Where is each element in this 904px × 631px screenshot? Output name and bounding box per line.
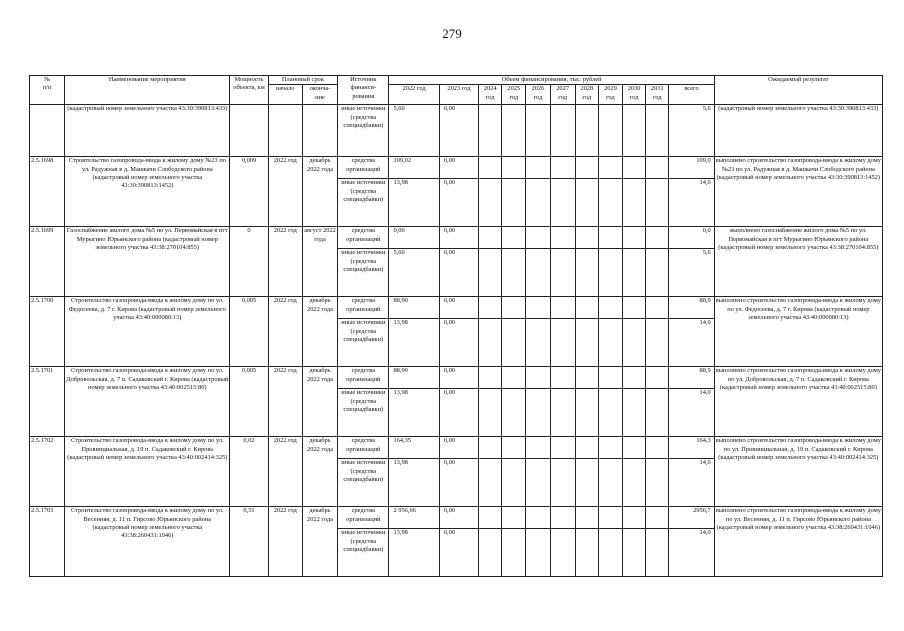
row-num: 2.5.1701 — [30, 367, 65, 437]
empty-year-cell — [502, 529, 526, 577]
empty-year-cell — [598, 367, 622, 389]
page-number: 279 — [442, 26, 462, 41]
table-row — [30, 437, 883, 459]
row-b-2023: 0,00 — [439, 249, 478, 297]
row-start: 2022 год — [268, 367, 302, 437]
header-year-2022: 2022 год — [389, 85, 439, 105]
empty-year-cell — [550, 179, 575, 227]
row-capacity: 0 — [230, 227, 268, 297]
empty-year-cell — [646, 529, 669, 577]
empty-year-cell — [575, 297, 598, 319]
row-source-other: иные источники (средства спецнадбавки) — [338, 319, 389, 367]
row-b-total: 14,0 — [669, 319, 714, 367]
empty-year-cell — [526, 459, 550, 507]
empty-year-cell — [502, 389, 526, 437]
cont-name: (кадастровый номер земельного участка 43:30:390813:433) — [65, 105, 230, 157]
empty-year-cell — [479, 319, 502, 367]
empty-year-cell — [526, 319, 550, 367]
empty-year-cell — [646, 367, 669, 389]
empty-year-cell — [646, 249, 669, 297]
empty-year-cell — [550, 297, 575, 319]
row-a-2023: 0,00 — [439, 157, 478, 179]
header-year-2028: 2028 год — [575, 85, 598, 105]
row-a-total: 88,9 — [669, 297, 714, 319]
table-row — [30, 297, 883, 319]
row-b-2023: 0,00 — [439, 529, 478, 577]
empty-year-cell — [479, 437, 502, 459]
empty-year-cell — [646, 437, 669, 459]
empty-year-cell — [479, 367, 502, 389]
empty-year-cell — [598, 157, 622, 179]
row-b-2022: 13,98 — [389, 389, 439, 437]
row-source-organizations: средства организаций — [338, 157, 389, 179]
empty-year-cell — [575, 529, 598, 577]
row-end: декабрь 2022 года — [302, 507, 337, 577]
row-a-2022: 0,00 — [389, 227, 439, 249]
row-b-2023: 0,00 — [439, 319, 478, 367]
empty-year-cell — [502, 179, 526, 227]
empty-year-cell — [598, 179, 622, 227]
row-a-total: 0,0 — [669, 227, 714, 249]
row-start: 2022 год — [268, 507, 302, 577]
empty-year-cell — [623, 529, 646, 577]
empty-year-cell — [623, 389, 646, 437]
empty-year-cell — [623, 179, 646, 227]
empty-year-cell — [575, 459, 598, 507]
cont-num — [30, 105, 65, 157]
header-capacity: Мощность объекта, км — [230, 76, 268, 105]
header-year-2023: 2023 год — [439, 85, 478, 105]
header-plan-term: Плановый срок — [268, 76, 337, 85]
row-capacity: 0,009 — [230, 157, 268, 227]
row-b-2022: 13,98 — [389, 179, 439, 227]
empty-year-cell — [479, 389, 502, 437]
funding-table — [29, 75, 883, 577]
empty-year-cell — [526, 367, 550, 389]
empty-year-cell — [526, 507, 550, 529]
row-result: выполнено строительство газопровода-ввода к жилому дому по ул. Федосеева, д. 7 г. Кирова (кадастровый номер земельного участка 43:40:000080:13) — [714, 297, 882, 367]
row-b-2023: 0,00 — [439, 179, 478, 227]
empty-year-cell — [623, 319, 646, 367]
row-source-organizations: средства организаций — [338, 297, 389, 319]
empty-year-cell — [502, 157, 526, 179]
empty-year-cell — [502, 459, 526, 507]
row-a-2023: 0,00 — [439, 507, 478, 529]
row-b-total: 5,6 — [669, 249, 714, 297]
header-year-2029: 2029 год — [598, 85, 622, 105]
row-num: 2.5.1698 — [30, 157, 65, 227]
empty-year-cell — [526, 157, 550, 179]
row-start: 2022 год — [268, 437, 302, 507]
empty-year-cell — [575, 157, 598, 179]
row-source-organizations: средства организаций — [338, 507, 389, 529]
empty-year-cell — [598, 227, 622, 249]
empty-year-cell — [646, 459, 669, 507]
empty-year-cell — [550, 389, 575, 437]
empty-year-cell — [526, 249, 550, 297]
row-a-total: 2956,7 — [669, 507, 714, 529]
empty-year-cell — [575, 227, 598, 249]
empty-year-cell — [502, 437, 526, 459]
empty-year-cell — [623, 367, 646, 389]
empty-year-cell — [550, 249, 575, 297]
row-result: выполнено газоснабжение жилого дома №5 по ул. Первомайская в пгт Мурыгино Юрьянского района (кадастровый номер земельного участка 43:38:270104:855) — [714, 227, 882, 297]
empty-year-cell — [550, 507, 575, 529]
row-a-2023: 0,00 — [439, 437, 478, 459]
row-b-total: 14,0 — [669, 529, 714, 577]
empty-year-cell — [575, 389, 598, 437]
header-funding: Объем финансирования, тыс. рублей — [389, 76, 714, 85]
empty-year-cell — [623, 249, 646, 297]
empty-year-cell — [526, 437, 550, 459]
empty-year-cell — [598, 249, 622, 297]
row-source-other: иные источники (средства спецнадбавки) — [338, 179, 389, 227]
row-end: декабрь 2022 года — [302, 157, 337, 227]
header-num: № п/п — [30, 76, 65, 105]
row-a-2022: 164,35 — [389, 437, 439, 459]
empty-year-cell — [526, 227, 550, 249]
empty-year-cell — [598, 529, 622, 577]
header-end: оконча- ние — [302, 85, 337, 105]
row-b-2022: 5,60 — [389, 249, 439, 297]
empty-year-cell — [526, 389, 550, 437]
row-num: 2.5.1700 — [30, 297, 65, 367]
row-a-2023: 0,00 — [439, 367, 478, 389]
empty-year-cell — [575, 437, 598, 459]
empty-year-cell — [598, 507, 622, 529]
empty-year-cell — [550, 157, 575, 179]
empty-year-cell — [502, 367, 526, 389]
table-row-continued — [30, 105, 883, 157]
row-end: декабрь 2022 года — [302, 297, 337, 367]
row-b-2023: 0,00 — [439, 389, 478, 437]
empty-year-cell — [623, 507, 646, 529]
empty-year-cell — [479, 249, 502, 297]
table-row — [30, 367, 883, 389]
empty-year-cell — [479, 297, 502, 319]
row-b-2022: 13,98 — [389, 459, 439, 507]
empty-year-cell — [479, 179, 502, 227]
row-a-2023: 0,00 — [439, 227, 478, 249]
row-end: декабрь 2022 года — [302, 367, 337, 437]
cont-source: иные источники (средства спецнадбавки) — [338, 105, 389, 157]
row-b-2022: 13,98 — [389, 529, 439, 577]
header-year-2027: 2027 год — [550, 85, 575, 105]
empty-year-cell — [575, 319, 598, 367]
row-a-total: 164,3 — [669, 437, 714, 459]
header-result: Ожидаемый результат — [714, 76, 882, 105]
row-a-2022: 88,90 — [389, 367, 439, 389]
row-result: выполнено строительство газопровода-ввода к жилому дому №23 по ул. Радужная в д. Машкачи Слободского района (кадастровый номер земельного участка 43:30:390813:1452) — [714, 157, 882, 227]
row-b-total: 14,0 — [669, 459, 714, 507]
row-result: выполнено строительство газопровода-ввода к жилому дому по ул. Добровольская, д. 7 п. Садаковский г. Кирова (кадастровый номер земельного участка 43:40:002515:80) — [714, 367, 882, 437]
empty-year-cell — [479, 529, 502, 577]
row-num: 2.5.1699 — [30, 227, 65, 297]
empty-year-cell — [575, 507, 598, 529]
empty-year-cell — [479, 507, 502, 529]
row-start: 2022 год — [268, 297, 302, 367]
cont-2022: 5,60 — [389, 105, 439, 157]
empty-year-cell — [502, 319, 526, 367]
header-total: всего — [669, 85, 714, 105]
row-capacity: 0,51 — [230, 507, 268, 577]
empty-year-cell — [479, 157, 502, 179]
header-source: Источник финанси- рования — [338, 76, 389, 105]
empty-year-cell — [575, 249, 598, 297]
empty-year-cell — [623, 157, 646, 179]
empty-year-cell — [550, 227, 575, 249]
row-num: 2.5.1703 — [30, 507, 65, 577]
row-name: Строительство газопровода-ввода к жилому дому по ул. Провинциальная, д. 19 п. Садаковский г. Кирова (кадастровый номер земельного участка 43:40:002414:325) — [65, 437, 230, 507]
empty-year-cell — [646, 157, 669, 179]
row-num: 2.5.1702 — [30, 437, 65, 507]
empty-year-cell — [575, 179, 598, 227]
empty-year-cell — [623, 459, 646, 507]
cont-result: (кадастровый номер земельного участка 43:30:390813:433) — [714, 105, 882, 157]
row-source-organizations: средства организаций — [338, 227, 389, 249]
empty-year-cell — [598, 297, 622, 319]
empty-year-cell — [646, 297, 669, 319]
row-result: выполнено строительство газопровода-ввода к жилому дому по ул. Весенняя, д. 11 п. Гирсово Юрьянского района (кадастровый номер земельного участка 43:38:260431:1046) — [714, 507, 882, 577]
empty-year-cell — [502, 297, 526, 319]
table-row — [30, 157, 883, 179]
empty-year-cell — [550, 367, 575, 389]
row-result: выполнено строительство газопровода-ввода к жилому дому по ул. Провинциальная, д. 19 п. Садаковский г. Кирова (кадастровый номер земельного участка 43:40:002414:325) — [714, 437, 882, 507]
empty-year-cell — [526, 529, 550, 577]
row-b-total: 14,0 — [669, 389, 714, 437]
header-year-2026: 2026 год — [526, 85, 550, 105]
empty-year-cell — [623, 227, 646, 249]
empty-year-cell — [598, 459, 622, 507]
row-end: декабрь 2022 года — [302, 437, 337, 507]
cont-capacity — [230, 105, 268, 157]
row-b-2022: 13,98 — [389, 319, 439, 367]
header-year-2030: 2030 год — [623, 85, 646, 105]
table-row — [30, 227, 883, 249]
row-name: Строительство газопровода-ввода к жилому дому по ул. Добровольская, д. 7 п. Садаковский г. Кирова (кадастровый номер земельного участка 43:40:002515:80) — [65, 367, 230, 437]
row-a-2023: 0,00 — [439, 297, 478, 319]
row-source-other: иные источники (средства спецнадбавки) — [338, 389, 389, 437]
header-year-2031: 2031 год — [646, 85, 669, 105]
row-name: Строительство газопровода-ввода к жилому дому №23 по ул. Радужная в д. Машкачи Слободского района (кадастровый номер земельного участка 43:30:390813:1452) — [65, 157, 230, 227]
header-name: Наименование мероприятия — [65, 76, 230, 105]
empty-year-cell — [646, 507, 669, 529]
empty-year-cell — [575, 367, 598, 389]
row-capacity: 0,02 — [230, 437, 268, 507]
empty-year-cell — [598, 389, 622, 437]
row-source-other: иные источники (средства спецнадбавки) — [338, 459, 389, 507]
row-name: Газоснабжение жилого дома №5 по ул. Первомайская в пгт Мурыгино Юрьянского района (кадастровый номер земельного участка 43:38:270104:855) — [65, 227, 230, 297]
header-start: начало — [268, 85, 302, 105]
empty-year-cell — [646, 227, 669, 249]
row-a-2022: 2 956,66 — [389, 507, 439, 529]
row-name: Строительство газопровода-ввода к жилому дому по ул. Федосеева, д. 7 г. Кирова (кадастровый номер земельного участка 43:40:000080:13) — [65, 297, 230, 367]
table-row — [30, 507, 883, 529]
empty-year-cell — [502, 507, 526, 529]
cont-end — [302, 105, 337, 157]
cont-start — [268, 105, 302, 157]
row-b-2023: 0,00 — [439, 459, 478, 507]
empty-year-cell — [598, 437, 622, 459]
row-start: 2022 год — [268, 157, 302, 227]
header-year-2024: 2024 год — [479, 85, 502, 105]
row-source-other: иные источники (средства спецнадбавки) — [338, 529, 389, 577]
empty-year-cell — [550, 437, 575, 459]
empty-year-cell — [479, 459, 502, 507]
row-source-other: иные источники (средства спецнадбавки) — [338, 249, 389, 297]
empty-year-cell — [550, 529, 575, 577]
empty-year-cell — [502, 227, 526, 249]
empty-year-cell — [646, 389, 669, 437]
empty-year-cell — [550, 459, 575, 507]
row-source-organizations: средства организаций — [338, 367, 389, 389]
row-a-2022: 88,90 — [389, 297, 439, 319]
row-capacity: 0,005 — [230, 297, 268, 367]
empty-year-cell — [646, 319, 669, 367]
empty-year-cell — [550, 319, 575, 367]
row-a-total: 109,0 — [669, 157, 714, 179]
empty-year-cell — [526, 179, 550, 227]
row-a-2022: 109,02 — [389, 157, 439, 179]
empty-year-cell — [646, 179, 669, 227]
cont-total: 5,6 — [669, 105, 714, 157]
empty-year-cell — [502, 249, 526, 297]
row-start: 2022 год — [268, 227, 302, 297]
row-capacity: 0,005 — [230, 367, 268, 437]
empty-year-cell — [598, 319, 622, 367]
row-b-total: 14,0 — [669, 179, 714, 227]
row-source-organizations: средства организаций — [338, 437, 389, 459]
row-a-total: 88,9 — [669, 367, 714, 389]
empty-year-cell — [623, 297, 646, 319]
row-name: Строительство газопровода-ввода к жилому дому по ул. Весенняя, д. 11 п. Гирсово Юрьянского района (кадастровый номер земельного участка 43:38:260431:1046) — [65, 507, 230, 577]
empty-year-cell — [479, 227, 502, 249]
row-end: август 2022 года — [302, 227, 337, 297]
empty-year-cell — [623, 437, 646, 459]
empty-year-cell — [526, 297, 550, 319]
header-year-2025: 2025 год — [502, 85, 526, 105]
cont-2023: 0,00 — [439, 105, 478, 157]
